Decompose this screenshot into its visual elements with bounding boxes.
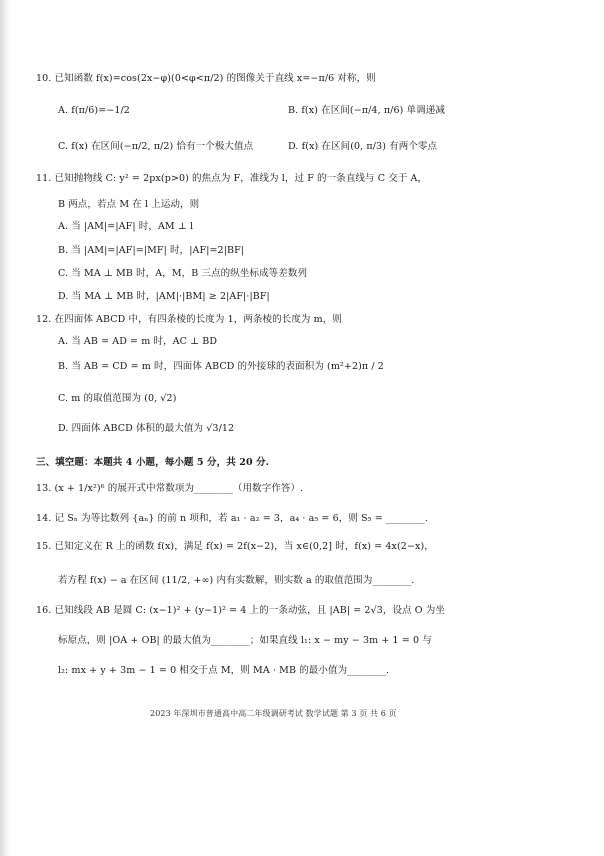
q12-option-c: C. m 的取值范围为 (0, √2) [58,393,177,404]
q11-stem-line2: B 两点，若点 M 在 l 上运动，则 [58,199,200,210]
scan-shadow [0,0,10,856]
q11-option-c: C. 当 MA ⊥ MB 时，A，M，B 三点的纵坐标成等差数列 [58,268,308,279]
q14: 14. 记 Sₙ 为等比数列 {aₙ} 的前 n 项和，若 a₁ · a₂ = 3，a₄ · a₅ = 6，则 S₅ = ________. [36,513,428,524]
q10-option-b: B. f(x) 在区间(−π/4, π/6) 单调递减 [288,105,445,116]
q16-line2: 标原点，则 |OA + OB| 的最大值为________；如果直线 l₁: x − my − 3m + 1 = 0 与 [58,635,432,646]
q13: 13. (x + 1/x²)⁶ 的展开式中常数项为________（用数字作答）. [36,483,304,494]
q11-stem-line1: 11. 已知抛物线 C: y² = 2px(p>0) 的焦点为 F，准线为 l，过 F 的一条直线与 C 交于 A， [36,173,428,184]
q12-stem: 12. 在四面体 ABCD 中，有四条棱的长度为 1，两条棱的长度为 m，则 [36,314,342,325]
page-footer: 2023 年深圳市普通高中高二年级调研考试 数学试题 第 3 页 共 6 页 [150,709,397,718]
q12-option-a: A. 当 AB = AD = m 时，AC ⊥ BD [58,336,218,347]
q10-option-a: A. f(π/6)=−1/2 [58,105,130,116]
q16-line3: l₂: mx + y + 3m − 1 = 0 相交于点 M，则 MA · MB 的最小值为________. [58,665,390,676]
section-3-heading: 三、填空题：本题共 4 小题，每小题 5 分，共 20 分. [36,457,270,468]
q12-option-d: D. 四面体 ABCD 体积的最大值为 √3/12 [58,423,235,434]
q16-line1: 16. 已知线段 AB 是圆 C: (x−1)² + (y−1)² = 4 上的一条动弦，且 |AB| = 2√3，设点 O 为坐 [36,605,445,616]
q12-option-b: B. 当 AB = CD = m 时，四面体 ABCD 的外接球的表面积为 (m²+2)π / 2 [58,361,384,372]
q10-option-d: D. f(x) 在区间(0, π/3) 有两个零点 [288,141,438,152]
q10-stem: 10. 已知函数 f(x)=cos(2x−φ)(0<φ<π/2) 的图像关于直线 x=−π/6 对称，则 [36,73,376,84]
q15-line1: 15. 已知定义在 R 上的函数 f(x)，满足 f(x) = 2f(x−2)，当 x∈(0,2] 时，f(x) = 4x(2−x)， [36,541,434,552]
q11-option-b: B. 当 |AM|=|AF|=|MF| 时，|AF|=2|BF| [58,245,245,256]
q10-option-c: C. f(x) 在区间(−π/2, π/2) 恰有一个极大值点 [58,141,254,152]
q15-line2: 若方程 f(x) − a 在区间 (11/2, +∞) 内有实数解，则实数 a 的取值范围为________. [58,575,415,586]
q11-option-d: D. 当 MA ⊥ MB 时，|AM|·|BM| ≥ 2|AF|·|BF| [58,291,270,302]
q11-option-a: A. 当 |AM|=|AF| 时，AM ⊥ l [58,221,194,232]
